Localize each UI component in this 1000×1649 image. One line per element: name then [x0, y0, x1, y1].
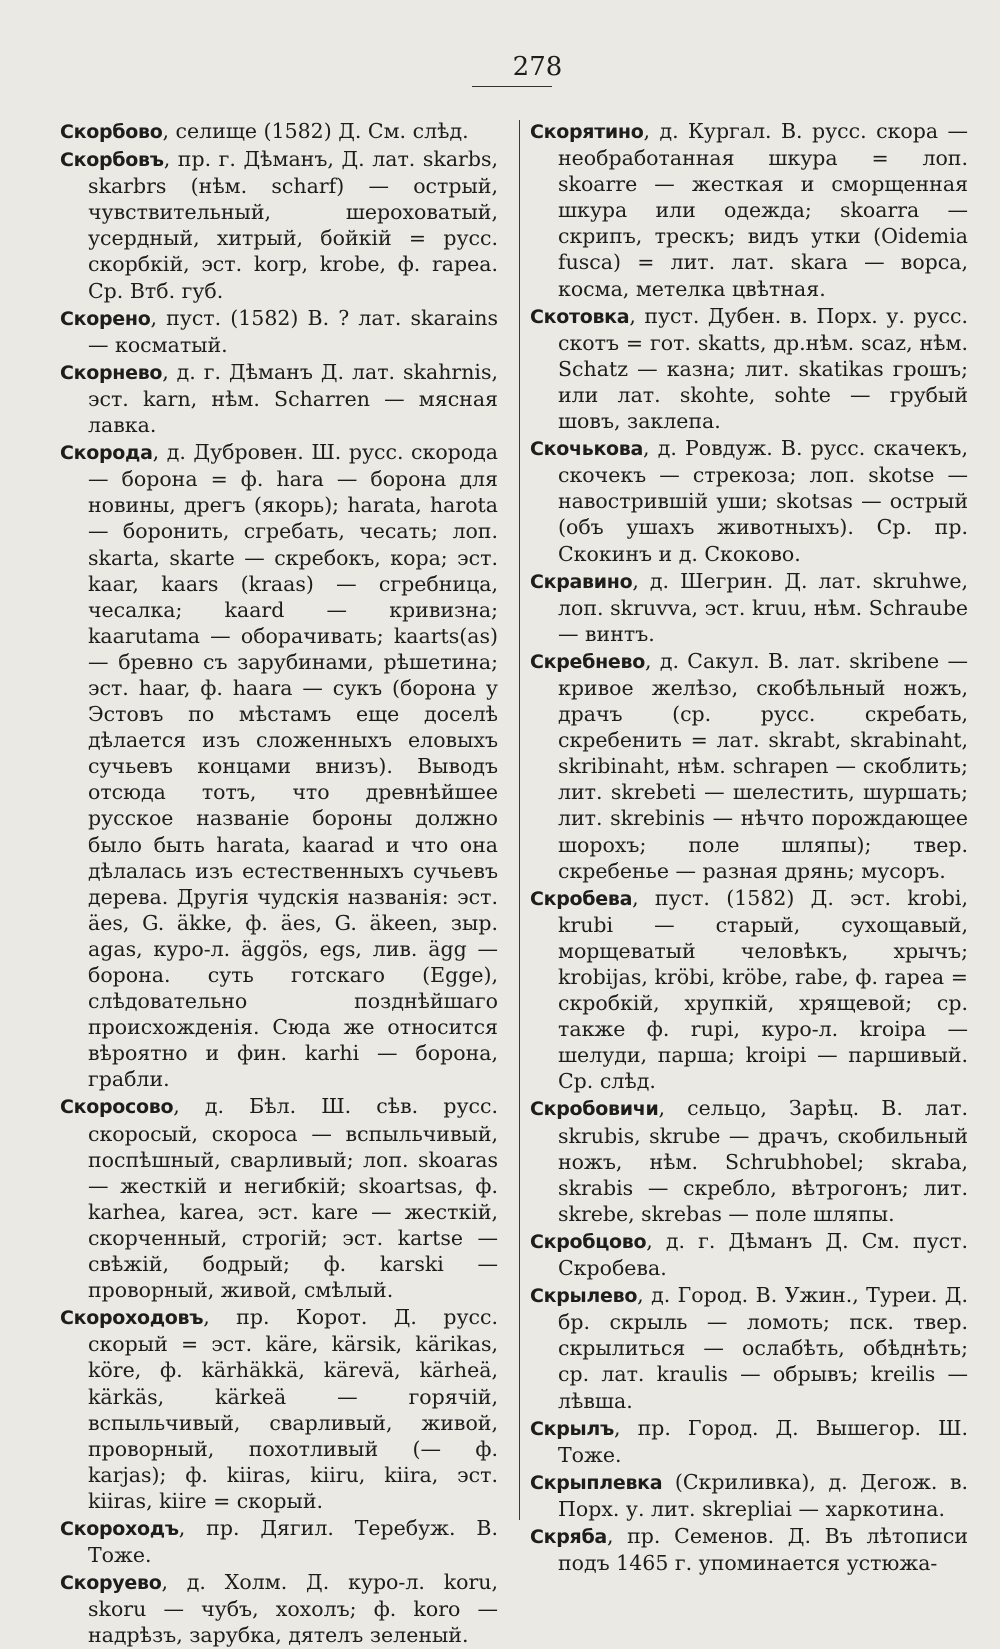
dictionary-entry [60, 146, 498, 304]
right-column [530, 118, 968, 1577]
entry-text: , д. Бѣл. Ш. сѣв. русс. скоросый, скороса — вспыльчивый, поспѣшный, сварливый; лоп. skoaras — жесткій и негибкій; skoartsas, ф. karhea, karea, эст. kare — жесткій, скорченный, строгій; эст. kartse — свѣжій, бодрый; ф. karski — проворный, живой, смѣлый. [88, 1094, 498, 1303]
dictionary-entry [530, 1095, 968, 1226]
entry-text: , пр. Город. Д. Вышегор. Ш. Тоже. [558, 1415, 968, 1467]
headword: Скотовка [530, 305, 630, 328]
entry-text: , пуст. (1582) В. ? лат. skarains — косматый. [88, 305, 498, 357]
headword: Скробцово [530, 1230, 647, 1253]
dictionary-entry [60, 1304, 498, 1514]
headword: Скравино [530, 570, 633, 593]
headword: Скороходовъ [60, 1307, 204, 1330]
headword: Скорено [60, 307, 151, 330]
dictionary-entry [530, 648, 968, 884]
entry-text: , д. Дубровен. Ш. русс. скорода — борона = ф. hara — борона для новины, дрегъ (якорь); harata, harota — боронить, сгребать, чесать; лоп. skarta, skarte — скребокъ, кора; эст. kaar, kaars (kraas) — сгребница, чесалка; kaard — кривизна; kaarutama — оборачивать; kaarts(as) — бревно съ зарубинами, рѣшетина; эст. haar, ф. haara — сукъ (борона у Эстовъ по мѣстамъ еще доселѣ дѣлается изъ сложенныхъ еловыхъ сучьевъ концами внизъ). Выводъ отсюда тотъ, что древнѣйшее русское названіе бороны должно было быть harata, kaarad и что она дѣлалась изъ естественныхъ сучьевъ дерева. Другія чудскія названія: эст. äes, G. äkke, ф. äes, G. äkeen, зыр. agas, куро-л. äggös, egs, лив. ägg — борона. суть готскаго (Egge), слѣдовательно позднѣйшаго происхожденія. Сюда же относится вѣроятно и фин. karhi — борона, грабли. [88, 440, 498, 1092]
dictionary-entry [60, 439, 498, 1092]
dictionary-entry [530, 435, 968, 566]
entry-text: , пуст. Дубен. в. Порх. у. русс. скотъ = гот. skatts, др.нѣм. scaz, нѣм. Schatz — казна; лит. skatikas грошъ; или лат. skohte, sohte — грубый шовъ, заклепа. [558, 303, 968, 434]
headword: Скрылъ [530, 1417, 615, 1440]
dictionary-entry [60, 118, 498, 145]
headword: Скрыплевка [530, 1471, 663, 1494]
entry-text: , пр. Корот. Д. русс. скорый = эст. käre, kärsik, kärikas, köre, ф. kärhäkkä, kärevä, kärheä, kärkäs, kärkeä — горячій, вспыльчивый, сварливый, живой, проворный, похотливый (— ф. karjas); ф. kiiras, kiiru, kiira, эст. kiiras, kiire = скорый. [88, 1305, 498, 1513]
dictionary-entry [60, 305, 498, 358]
dictionary-entry [530, 1228, 968, 1281]
left-column [60, 118, 498, 1649]
entry-text: , пуст. (1582) Д. эст. krobi, krubi — старый, сухощавый, морщеватый человѣкъ, хрычъ; krobijas, kröbi, kröbe, rabe, ф. rapea = скробкій, хрупкій, хрящевой; ср. также ф. rupi, куро-л. kroipa — шелуди, парша; kroipi — паршивый. Ср. слѣд. [558, 885, 968, 1094]
entry-text: , пр. Дягил. Теребуж. В. Тоже. [88, 1515, 498, 1568]
headword: Скробовичи [530, 1098, 659, 1121]
headword: Скробева [530, 887, 633, 910]
headword: Скочькова [530, 438, 644, 461]
entry-text: , д. г. Дѣманъ Д. лат. skahrnis, эст. karn, нѣм. Scharren — мясная лавка. [88, 359, 498, 438]
dictionary-entry [530, 1523, 968, 1576]
entry-text: , пр. г. Дѣманъ, Д. лат. skarbs, skarbrs (нѣм. scharf) — острый, чувствительный, шероховатый, усердный, хитрый, бойкій = русс. скорбкій, эст. korp, krobe, ф. rapea. Ср. Втб. губ. [88, 147, 498, 303]
column-divider [519, 120, 520, 1520]
dictionary-entry [60, 1515, 498, 1568]
headword: Скорнево [60, 361, 163, 384]
headword: Скряба [530, 1525, 607, 1548]
headword: Скорода [60, 442, 153, 465]
headword: Скребнево [530, 650, 645, 673]
dictionary-entry [530, 303, 968, 434]
entry-text: , д. Город. В. Ужин., Туреи. Д. бр. скрыль — ломоть; пск. твер. скрылиться — ослабѣть, обѣднѣть; ср. лат. kraulis — обрывъ; kreilis — лѣвша. [558, 1283, 968, 1413]
dictionary-entry [530, 885, 968, 1095]
dictionary-entry [530, 568, 968, 647]
dictionary-entry [530, 118, 968, 302]
header-rule [472, 86, 552, 87]
dictionary-entry [530, 1469, 968, 1522]
entry-text: , д. Ровдуж. В. русс. скачекъ, скочекъ — стрекоза; лоп. skotse — навострившій уши; skotsas — острый (объ ушахъ животныхъ). Ср. пр. Скокинъ и д. Скоково. [558, 436, 968, 566]
headword: Скороходъ [60, 1517, 179, 1540]
dictionary-entry [60, 1093, 498, 1303]
headword: Скорбовъ [60, 149, 164, 172]
entry-text: , д. г. Дѣманъ Д. См. пуст. Скробева. [558, 1228, 968, 1281]
entry-text: , д. Холм. Д. куро-л. koru, skoru — чубъ, хохолъ; ф. koro — надрѣзъ, зарубка, дятелъ зеленый. [88, 1570, 498, 1648]
headword: Скоросово [60, 1096, 174, 1119]
entry-text: , пр. Семенов. Д. Въ лѣтописи подъ 1465 г. упоминается устюжа- [558, 1523, 968, 1576]
entry-text: , д. Шегрин. Д. лат. skruhwe, лоп. skruvva, эст. kruu, нѣм. Schraube — винтъ. [558, 568, 968, 646]
entry-text: , селище (1582) Д. См. слѣд. [162, 119, 469, 143]
page-number: 278 [512, 52, 563, 82]
entry-text: , д. Кургал. В. русс. скора — необработанная шкура = лоп. skoarre — жесткая и сморщенная шкура или одежда; skoarra — скрипъ, трескъ; видъ утки (Oidemia fusca) = лит. лат. skara — ворса, косма, метелка цвѣтная. [558, 119, 968, 301]
headword: Скоруево [60, 1572, 162, 1595]
dictionary-entry [530, 1415, 968, 1468]
headword: Скорятино [530, 121, 644, 143]
entry-text: (Скриливка), д. Дегож. в. Порх. у. лит. skrepliai — харкотина. [558, 1469, 968, 1521]
headword: Скорбово [60, 121, 163, 143]
entry-text: , сельцо, Зарѣц. В. лат. skrubis, skrube — драчъ, скобильный ножъ, нѣм. Schrubhobel; skraba, skrabis — скребло, вѣтрогонъ; лит. skrebe, skrebas — поле шляпы. [558, 1096, 968, 1226]
dictionary-entry [60, 1569, 498, 1648]
dictionary-entry [530, 1282, 968, 1413]
dictionary-entry [60, 359, 498, 438]
entry-text: , д. Сакул. В. лат. skribene — кривое желѣзо, скобѣльный ножъ, драчъ (ср. русс. скребать, скребенить = лат. skrabt, skrabinaht, skribinaht, нѣм. schrapen — скоблить; лит. skrebeti — шелестить, шуршать; лит. skrebinis — нѣчто порождающее шорохъ; поле шляпы); твер. скребенье — разная дрянь; мусоръ. [558, 648, 968, 883]
headword: Скрылево [530, 1285, 638, 1308]
